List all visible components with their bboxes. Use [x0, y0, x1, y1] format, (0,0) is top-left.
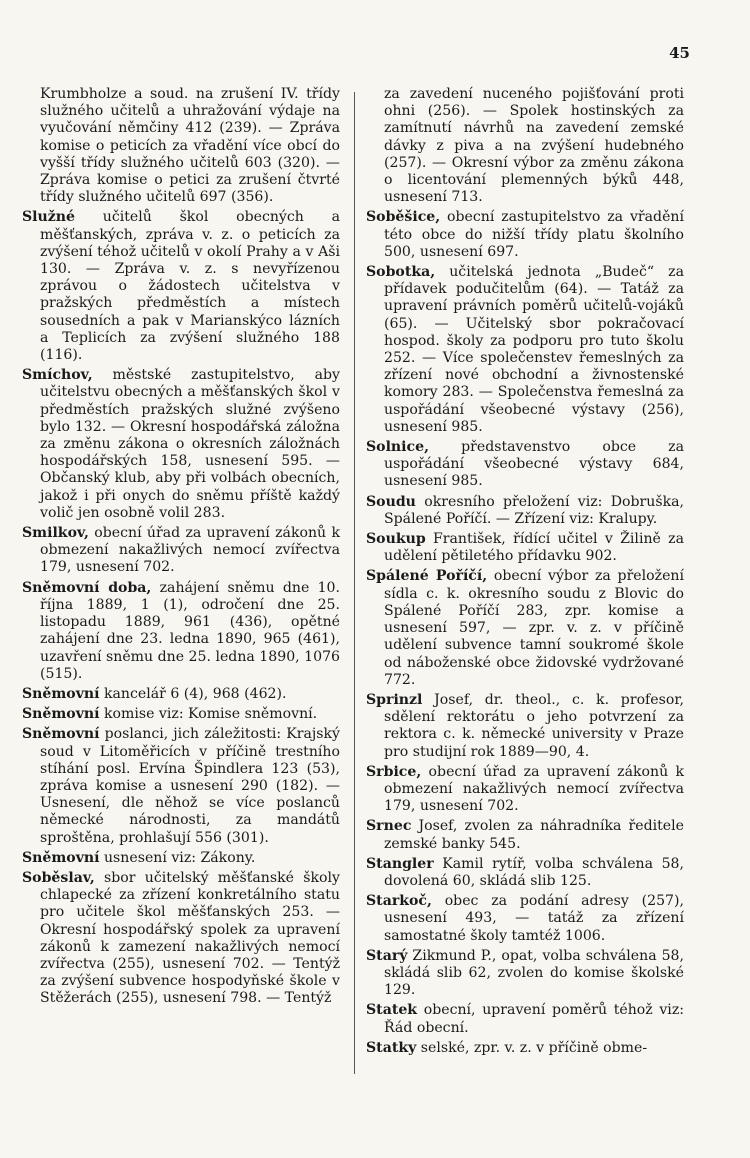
index-entry	[22, 580, 340, 683]
entry-text: sbor učitelský měšťanské školy chlapecké za zřízení konkretálního statu pro učitele škol měšťanských 253. — Okresní hospodářský spolek za upravení zákonů k zamezení nakažlivých nemocí zvířectva (255), usnesení 702. — Tentýž za zvýšení subvence hospodyňské škole v Stěžerách (255), usnesení 798. — Tentýž	[40, 869, 340, 1007]
entry-text: Kamil rytíř, volba schválena 58, dovolená 60, skládá slib 125.	[384, 855, 684, 889]
entry-text: obecní úřad za upravení zákonů k obmezení nakažlivých nemocí zvířectva 179, usnesení 702.	[384, 763, 684, 815]
entry-headword: Solnice,	[366, 439, 429, 456]
entry-headword: Starý	[366, 947, 408, 964]
entry-headword: Smilkov,	[22, 525, 89, 542]
entry-headword: Starkoč,	[366, 893, 432, 910]
right-column	[366, 86, 684, 1060]
entry-text: Zikmund P., opat, volba schválena 58, skládá slib 62, zvolen do komise školské 129.	[384, 947, 684, 999]
index-entry	[22, 706, 340, 723]
entry-text: Josef, dr. theol., c. k. profesor, sdělení rektorátu o jeho potvrzení za rektora c. k. německé university v Praze pro studijní rok 1889—90, 4.	[384, 691, 684, 760]
entry-headword: Smíchov,	[22, 367, 93, 384]
entry-text: komise viz: Komise sněmovní.	[99, 706, 318, 723]
index-entry	[22, 209, 340, 364]
index-entry	[366, 209, 684, 261]
entry-text: obecní zastupitelstvo za vřadění této obce do nižší třídy platu školního 500, usnesení 697.	[384, 209, 684, 260]
entry-text: obecní úřad za upravení zákonů k obmezení nakažlivých nemocí zvířectva 179, usnesení 702.	[40, 525, 340, 576]
entry-text: obecní výbor za přeložení sídla c. k. okresního soudu z Blovic do Spálené Poříčí 283, zpr. komise a usnesení 597, — zpr. v. z. v příčině udělení subvence tamní soukromé škole od náboženské obce židovské vydržované 772.	[384, 568, 684, 688]
entry-text: okresního přeložení viz: Dobruška, Spálené Poříčí. — Zřízení viz: Kralupy.	[384, 493, 684, 527]
entry-text: učitelů škol obecných a měšťanských, zpráva v. z. o peticích za zvýšení téhož učitelů v okolí Prahy a v Aši 130. — Zpráva v. z. s nevyřízenou zprávou o žádostech učitelstva v pražských předměstích a místech sousedních a pak v Marianskýco lázních a Teplicích za zvýšení služného 188 (116).	[40, 209, 340, 364]
entry-headword: Sněmovní doba,	[22, 579, 152, 596]
entry-headword: Stangler	[366, 855, 434, 872]
entry-text: usnesení viz: Zákony.	[99, 849, 256, 866]
index-entry	[366, 86, 684, 206]
entry-headword: Srnec	[366, 818, 412, 835]
entry-headword: Statek	[366, 1002, 418, 1019]
entry-headword: Sněmovní	[22, 849, 100, 866]
entry-text: zahájení sněmu dne 10. října 1889, 1 (1), odročení dne 25. listopadu 1889, 961 (436), opětné zahájení dne 23. ledna 1890, 965 (461), uzavření sněmu dne 25. ledna 1890, 1076 (515).	[40, 579, 340, 682]
entry-headword: Sněmovní	[22, 726, 100, 743]
index-entry	[22, 686, 340, 703]
left-column	[22, 86, 340, 1011]
column-divider	[354, 92, 355, 1074]
entry-text: selské, zpr. v. z. v příčině obme-	[416, 1039, 648, 1056]
entry-headword: Spálené Poříčí,	[366, 568, 488, 585]
entry-headword: Sněmovní	[22, 706, 100, 723]
entry-headword: Služné	[22, 209, 75, 226]
entry-text: kancelář 6 (4), 968 (462).	[99, 685, 287, 702]
entry-text: učitelská jednota „Budeč“ za přídavek podučitelům (64). — Tatáž za upravení právních poměrů učitelů-vojáků (65). — Učitelský sbor pokračovací hospod. školy za podporu pro tuto školu 252. — Více společenstev řemeslných za zřízení nové obchodní a živnostenské komory 283. — Společenstva řemeslná za uspořádání všeobecné výstavy (256), usnesení 985.	[384, 264, 684, 435]
entry-headword: Soběšice,	[366, 209, 441, 226]
index-entry	[366, 439, 684, 491]
index-entry	[366, 264, 684, 436]
entry-headword: Statky	[366, 1039, 417, 1056]
index-entry	[366, 893, 684, 945]
index-entry	[22, 870, 340, 1008]
index-entry	[22, 367, 340, 522]
index-entry	[366, 948, 684, 1000]
entry-text: Krumbholze a soud. na zrušení IV. třídy služného učitelů a uhražování výdaje na vyučování němčiny 412 (239). — Zpráva komise o peticích za vřadění více obcí do vyšší třídy služného učitelů 603 (320). — Zpráva komise o petici za zrušení čtvrté třídy služného učitelů 697 (356).	[40, 86, 340, 206]
index-entry	[366, 531, 684, 565]
page-number: 45	[669, 44, 690, 62]
index-entry	[22, 726, 340, 846]
entry-headword: Soběslav,	[22, 869, 95, 886]
entry-text: představenstvo obce za uspořádání všeobecné výstavy 684, usnesení 985.	[384, 439, 684, 490]
entry-text: obecní, upravení poměrů téhož viz: Řád obecní.	[384, 1002, 684, 1036]
entry-text: poslanci, jich záležitosti: Krajský soud v Litoměřicích v příčině trestního stíhání posl. Ervína Špindlera 123 (53), zpráva komise a usnesení 290 (182). — Usnesení, dle něhož se více poslanců německé národnosti, za mandátů sproštěna, prohlašují 556 (301).	[40, 726, 340, 846]
entry-headword: Srbice,	[366, 763, 422, 780]
entry-text: městské zastupitelstvo, aby učitelstvu obecných a měšťanských škol v předměstích pražských služné zvýšeno bylo 132. — Okresní hospodářská záložna za změnu zákona o okresních záložnách hospodářských 158, usnesení 595. — Občanský klub, aby při volbách obecních, jakož i při onych do sněmu příště každý volič jen osobně volil 283.	[40, 367, 340, 521]
index-entry	[366, 764, 684, 816]
entry-headword: Sobotka,	[366, 264, 436, 281]
entry-text: Josef, zvolen za náhradníka ředitele zemské banky 545.	[384, 818, 684, 852]
entry-headword: Sprinzl	[366, 691, 423, 708]
index-entry	[366, 856, 684, 890]
index-entry	[366, 1040, 684, 1057]
entry-headword: Soukup	[366, 531, 426, 548]
entry-headword: Soudu	[366, 493, 416, 510]
index-entry	[366, 818, 684, 852]
index-entry	[22, 86, 340, 206]
index-entry	[22, 850, 340, 867]
index-entry	[366, 1002, 684, 1036]
index-entry	[366, 692, 684, 761]
entry-text: obec za podání adresy (257), usnesení 493, — tatáž za zřízení samostatné školy tamtéž 1006.	[384, 893, 684, 944]
entry-text: František, řídící učitel v Žilině za udělení pětiletého přídavku 902.	[384, 531, 684, 565]
entry-headword: Sněmovní	[22, 685, 100, 702]
index-entry	[22, 525, 340, 577]
entry-text: za zavedení nuceného pojišťování proti ohni (256). — Spolek hostinských za zamítnutí návrhů na zavedení zemské dávky z piva a na zvýšení hudebného (257). — Okresní výbor za změnu zákona o licentování plemenných býků 448, usnesení 713.	[384, 86, 684, 206]
index-entry	[366, 568, 684, 688]
index-entry	[366, 494, 684, 528]
